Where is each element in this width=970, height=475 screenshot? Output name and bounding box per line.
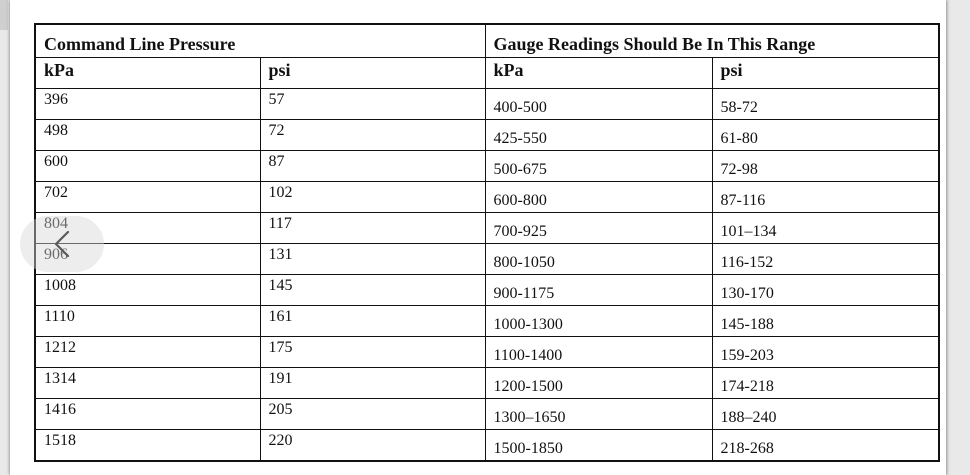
gauge-kpa-range-cell: 1100-1400: [485, 337, 712, 368]
gauge-psi-range-cell: 72-98: [712, 151, 939, 182]
table-row: [35, 337, 939, 368]
table-row: [35, 306, 939, 337]
table-row: [35, 213, 939, 244]
gauge-psi-range-cell: 145-188: [712, 306, 939, 337]
command-psi-header: psi: [260, 58, 485, 89]
gauge-psi-range-cell: 218-268: [712, 430, 939, 462]
command-psi-cell: 161: [260, 306, 485, 337]
back-button[interactable]: [20, 216, 104, 272]
command-kpa-cell: 1110: [35, 306, 260, 337]
command-kpa-cell: 396: [35, 89, 260, 120]
gauge-kpa-range-cell: 500-675: [485, 151, 712, 182]
table-row: [35, 182, 939, 213]
gauge-psi-range-cell: 159-203: [712, 337, 939, 368]
command-kpa-cell: 804: [35, 213, 260, 244]
gauge-kpa-range-cell: 1500-1850: [485, 430, 712, 462]
gauge-psi-range-cell: 87-116: [712, 182, 939, 213]
command-psi-cell: 102: [260, 182, 485, 213]
gauge-readings-header: Gauge Readings Should Be In This Range: [485, 24, 939, 58]
gauge-kpa-range-cell: 1200-1500: [485, 368, 712, 399]
table-row: [35, 120, 939, 151]
gauge-kpa-range-cell: 400-500: [485, 89, 712, 120]
gauge-psi-range-cell: 58-72: [712, 89, 939, 120]
command-kpa-cell: 1416: [35, 399, 260, 430]
table-body: [35, 89, 939, 462]
unit-header-row: [35, 58, 939, 89]
command-psi-cell: 175: [260, 337, 485, 368]
command-kpa-cell: 1008: [35, 275, 260, 306]
gauge-psi-range-cell: 116-152: [712, 244, 939, 275]
command-psi-cell: 205: [260, 399, 485, 430]
gauge-psi-range-cell: 188–240: [712, 399, 939, 430]
scrollbar-edge[interactable]: [0, 0, 8, 30]
chevron-left-icon: [51, 229, 73, 259]
command-psi-cell: 220: [260, 430, 485, 462]
group-header-row: [35, 24, 939, 58]
gauge-kpa-range-cell: 600-800: [485, 182, 712, 213]
document-page: [10, 0, 946, 475]
command-kpa-cell: 702: [35, 182, 260, 213]
pressure-table: [34, 23, 940, 462]
table-row: [35, 275, 939, 306]
gauge-psi-range-cell: 130-170: [712, 275, 939, 306]
gauge-kpa-range-cell: 800-1050: [485, 244, 712, 275]
gauge-psi-range-cell: 61-80: [712, 120, 939, 151]
command-psi-cell: 57: [260, 89, 485, 120]
command-kpa-cell: 906: [35, 244, 260, 275]
command-line-pressure-header: Command Line Pressure: [35, 24, 485, 58]
table-row: [35, 368, 939, 399]
command-kpa-cell: 1518: [35, 430, 260, 462]
gauge-kpa-range-cell: 700-925: [485, 213, 712, 244]
command-kpa-cell: 1212: [35, 337, 260, 368]
command-kpa-cell: 1314: [35, 368, 260, 399]
table-row: [35, 89, 939, 120]
gauge-kpa-range-cell: 1000-1300: [485, 306, 712, 337]
command-psi-cell: 117: [260, 213, 485, 244]
pressure-table-container: [34, 23, 940, 462]
command-psi-cell: 72: [260, 120, 485, 151]
command-psi-cell: 191: [260, 368, 485, 399]
table-row: [35, 430, 939, 462]
table-row: [35, 399, 939, 430]
gauge-kpa-range-cell: 425-550: [485, 120, 712, 151]
command-psi-cell: 87: [260, 151, 485, 182]
command-kpa-cell: 498: [35, 120, 260, 151]
gauge-psi-range-cell: 101–134: [712, 213, 939, 244]
command-kpa-header: kPa: [35, 58, 260, 89]
command-kpa-cell: 600: [35, 151, 260, 182]
command-psi-cell: 145: [260, 275, 485, 306]
gauge-kpa-range-cell: 900-1175: [485, 275, 712, 306]
gauge-kpa-header: kPa: [485, 58, 712, 89]
gauge-kpa-range-cell: 1300–1650: [485, 399, 712, 430]
gauge-psi-header: psi: [712, 58, 939, 89]
table-row: [35, 244, 939, 275]
table-row: [35, 151, 939, 182]
gauge-psi-range-cell: 174-218: [712, 368, 939, 399]
command-psi-cell: 131: [260, 244, 485, 275]
